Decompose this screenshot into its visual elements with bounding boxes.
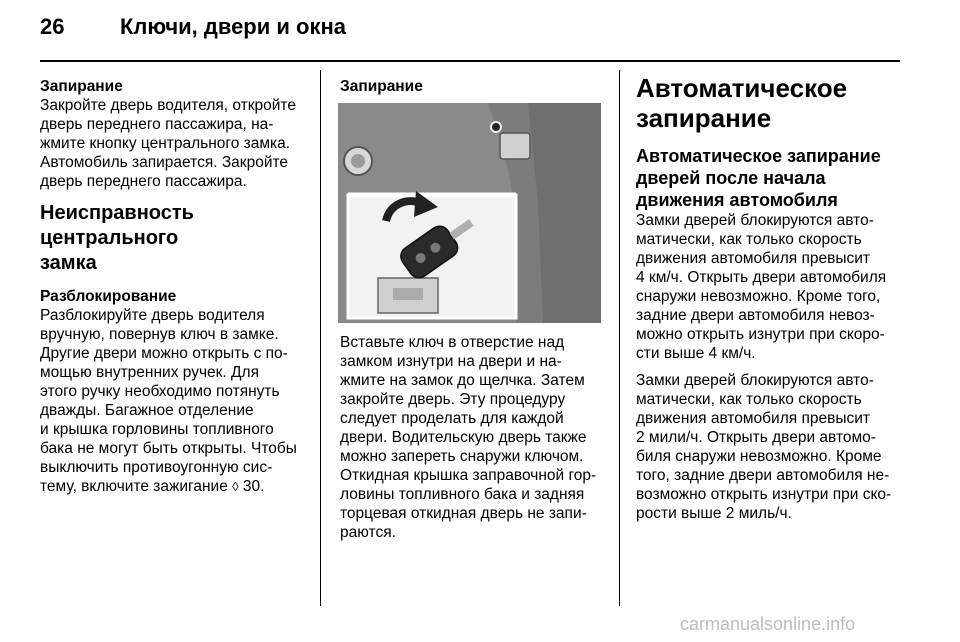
text-line: биля снаружи невозможно. Кроме <box>636 448 882 465</box>
auto-locking-paragraph-kmh <box>636 211 908 363</box>
text-line: снаружи невозможно. Кроме того, <box>636 288 881 305</box>
text-line: жмите на замок до щелчка. Затем <box>340 372 585 389</box>
auto-locking-paragraph-mph <box>636 371 908 523</box>
fault-heading <box>40 201 310 276</box>
text-line: движения автомобиля превысит <box>636 250 870 267</box>
text-line: сти выше 4 км/ч. <box>636 345 756 362</box>
locking-paragraph <box>40 96 310 191</box>
illustration-caption <box>340 333 610 542</box>
text-line: мощью внутренних ручек. Для <box>40 364 259 381</box>
text-line: выключить противоугонную сис- <box>40 459 273 476</box>
heading-line: Автоматическое <box>636 73 848 103</box>
text-line: Другие двери можно открыть с по- <box>40 345 288 362</box>
text-line: жмите кнопку центрального замка. <box>40 135 291 152</box>
text-line: закройте дверь. Эту процедуру <box>340 391 566 408</box>
watermark: carmanualsonline.info <box>680 614 856 634</box>
text-line: Откидная крышка заправочной гор- <box>340 467 597 484</box>
door-lock-illustration <box>338 103 601 323</box>
text-line: двери. Водительскую дверь также <box>340 429 587 446</box>
key-slot <box>491 122 501 132</box>
text-line: можно запереть снаружи ключом. <box>340 448 584 465</box>
column-divider-right <box>619 70 620 606</box>
text-line: 4 км/ч. Открыть двери автомобиля <box>636 269 887 286</box>
heading-line: Автоматическое запирание <box>636 146 881 166</box>
unlocking-heading: Разблокирование <box>40 288 177 305</box>
text-fragment: тему, включите зажигание <box>40 478 228 495</box>
text-line: матически, как только скорость <box>636 231 862 248</box>
text-line: ловины топливного бака и задняя <box>340 486 585 503</box>
right-column <box>636 73 908 523</box>
auto-locking-subheading <box>636 145 908 211</box>
text-line: Замки дверей блокируются авто- <box>636 212 874 229</box>
auto-locking-heading <box>636 73 908 133</box>
text-line: Замки дверей блокируются авто- <box>636 372 874 389</box>
page-number: 26 <box>40 14 65 39</box>
text-line: того, задние двери автомобиля не- <box>636 467 890 484</box>
left-column <box>40 77 310 496</box>
locking-heading: Запирание <box>40 78 123 95</box>
text-line: Закройте дверь водителя, откройте <box>40 97 296 114</box>
heading-line: движения автомобиля <box>636 190 838 210</box>
door-striker <box>500 133 530 159</box>
text-line: дважды. Багажное отделение <box>40 402 254 419</box>
text-line: дверь переднего пассажира, на- <box>40 116 274 133</box>
text-line: Автомобиль запирается. Закройте <box>40 154 289 171</box>
heading-line: запирание <box>636 103 772 133</box>
lock-latch <box>393 288 423 300</box>
text-line: бака не могут быть открыты. Чтобы <box>40 440 297 457</box>
text-line: Вставьте ключ в отверстие над <box>340 334 565 351</box>
text-line: движения автомобиля превысит <box>636 410 870 427</box>
text-line: замком изнутри на двери и на- <box>340 353 562 370</box>
text-line: задние двери автомобиля невоз- <box>636 307 875 324</box>
text-line: этого ручку необходимо потянуть <box>40 383 280 400</box>
column-divider-left <box>320 70 321 606</box>
text-line: рости выше 2 миль/ч. <box>636 505 792 522</box>
heading-line: Неисправность центрального <box>40 202 194 249</box>
text-line: матически, как только скорость <box>636 391 862 408</box>
text-line: Разблокируйте дверь водителя <box>40 307 265 324</box>
text-line <box>40 477 310 496</box>
text-line: 2 мили/ч. Открыть двери автомо- <box>636 429 876 446</box>
text-line: возможно открыть изнутри при ско- <box>636 486 892 503</box>
locking-heading: Запирание <box>340 78 423 95</box>
middle-column <box>340 77 603 96</box>
heading-line: замка <box>40 252 97 274</box>
text-line: дверь переднего пассажира. <box>40 173 247 190</box>
unlocking-paragraph <box>40 306 310 496</box>
text-line: и крышка горловины топливного <box>40 421 274 438</box>
text-line: следует проделать для каждой <box>340 410 564 427</box>
text-line: раются. <box>340 524 396 541</box>
header-rule <box>40 60 900 62</box>
page-reference-link[interactable]: 30. <box>242 478 265 495</box>
text-line: вручную, повернув ключ в замке. <box>40 326 279 343</box>
page-title: Ключи, двери и окна <box>120 14 346 39</box>
heading-line: дверей после начала <box>636 168 826 188</box>
hinge-bolt-center <box>351 154 365 168</box>
text-line: можно открыть изнутри при скоро- <box>636 326 885 343</box>
text-line: торцевая откидная дверь не запи- <box>340 505 587 522</box>
page-reference-icon: ◊ <box>232 479 239 494</box>
